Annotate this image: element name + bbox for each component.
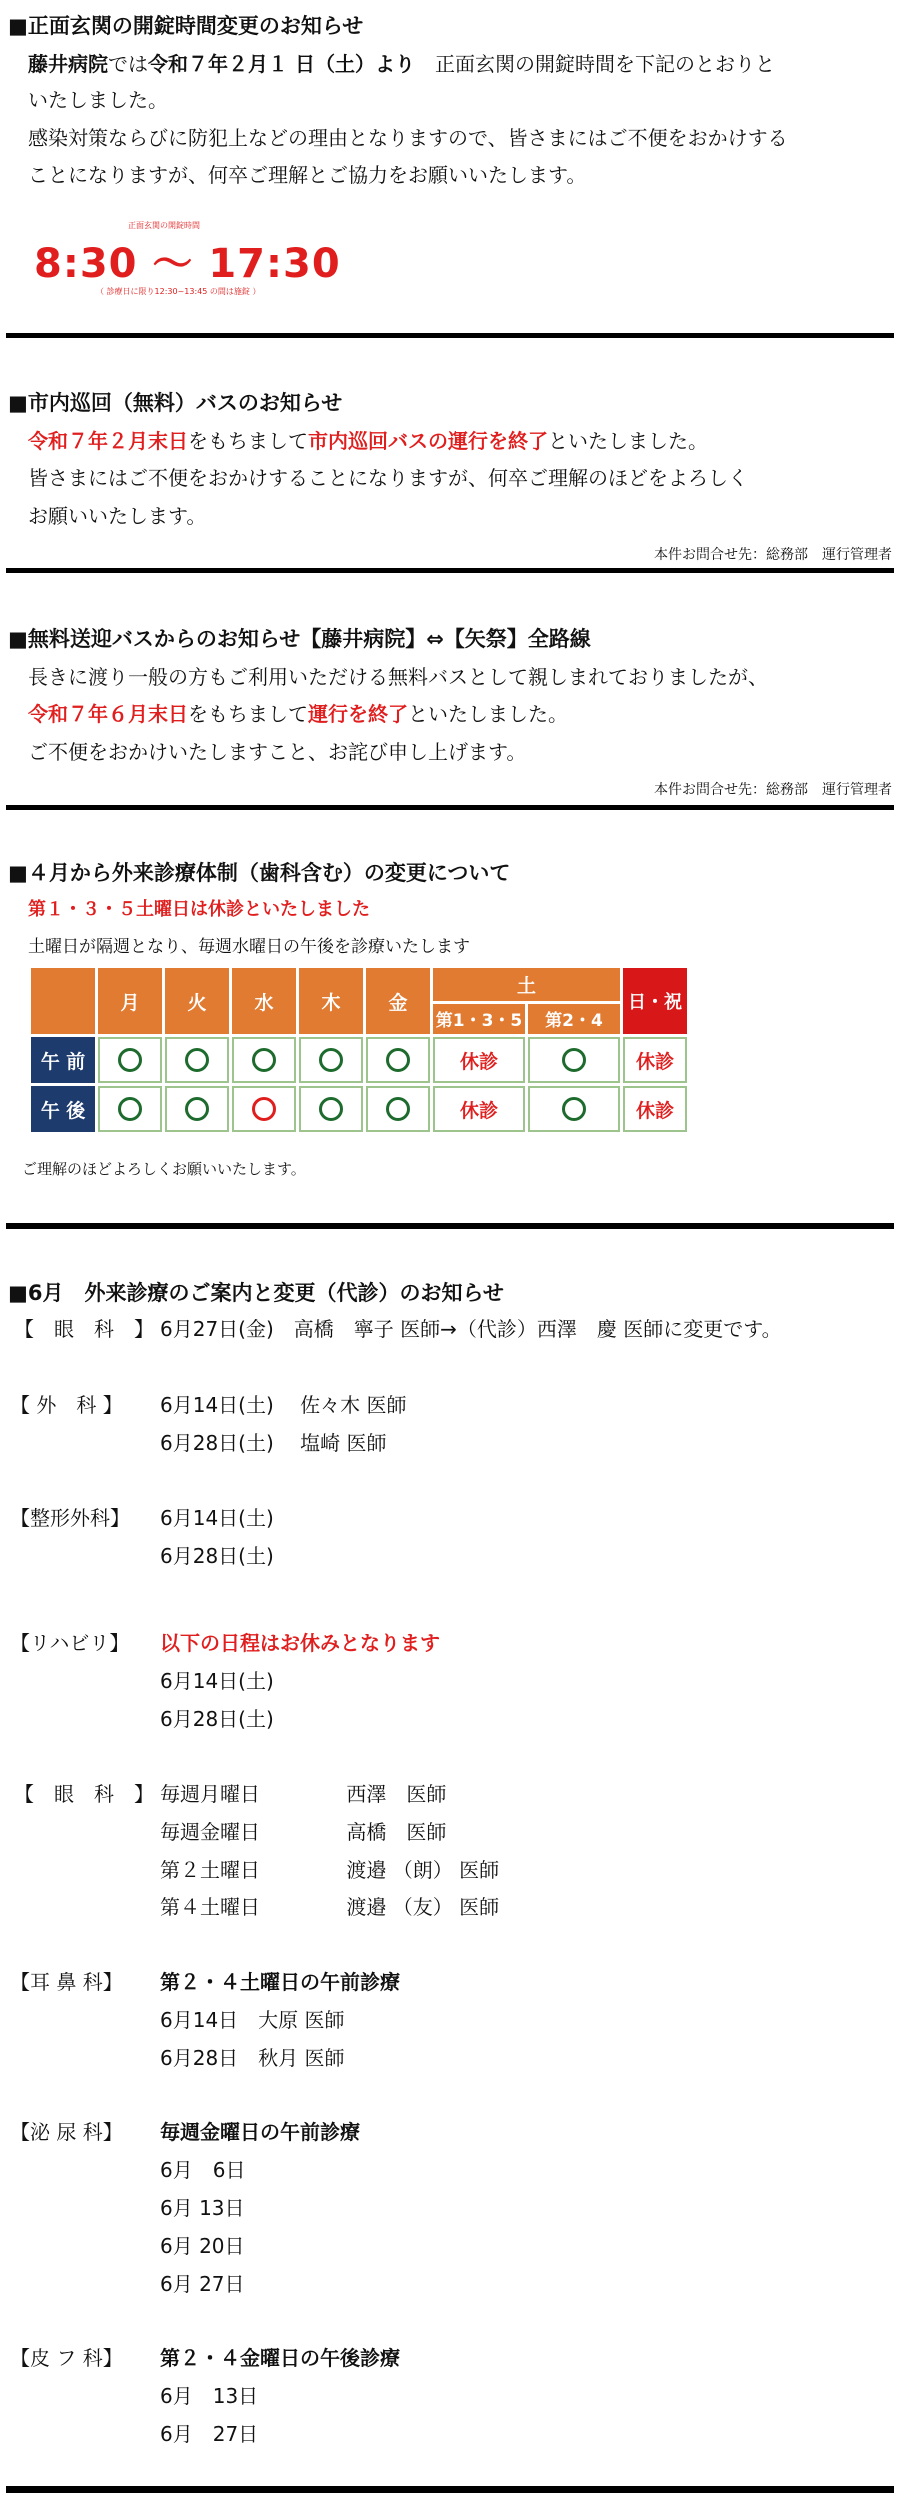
cell-pm-thu [299, 1086, 363, 1132]
shuttle-contact: 本件お問合せ先：総務部 運行管理者 [654, 782, 892, 798]
cell-pm-mon [98, 1086, 162, 1132]
schedule-note: ご理解のほどよろしくお願いいたします。 [22, 1160, 306, 1178]
ophthalmology-change: 6月27日(金) 高橋 寧子 医師→（代診）西澤 慶 医師に変更です。 [160, 1317, 782, 1341]
row-label-am: 午 前 [31, 1037, 95, 1083]
open-circle-icon [185, 1048, 209, 1072]
entrance-date: 令和７年２月１ 日（土）より [148, 52, 415, 76]
cell-pm-wed [232, 1086, 296, 1132]
rehab-date-1: 6月14日(土) [160, 1669, 274, 1693]
hours-time: 8:30 ～ 17:30 [34, 241, 341, 287]
day-fri: 金 [366, 968, 430, 1034]
cell-pm-sun: 休診 [623, 1086, 687, 1132]
entrance-line-4: ことになりますが、何卒ご理解とご協力をお願いいたします。 [28, 163, 587, 187]
rehab-date-2: 6月28日(土) [160, 1707, 274, 1731]
section-title-city-bus: ■市内巡回（無料）バスのお知らせ [8, 391, 343, 415]
open-circle-icon [185, 1097, 209, 1121]
city-bus-line-3: お願いいたします。 [28, 504, 207, 528]
table-corner [31, 968, 95, 1034]
city-bus-line-1: 令和７年２月末日をもちまして市内巡回バスの運行を終了といたしました。 [28, 429, 708, 453]
day-wed: 水 [232, 968, 296, 1034]
entrance-line-1: 藤井病院では令和７年２月１ 日（土）より 正面玄関の開錠時間を下記のとおりと [28, 52, 775, 76]
cell-am-fri [366, 1037, 430, 1083]
divider [6, 568, 894, 573]
new-open-circle-icon [252, 1097, 276, 1121]
ophthalmology-row-4: 第４土曜日 渡邉 （友） 医師 [160, 1895, 500, 1919]
cell-pm-sat135: 休診 [433, 1086, 525, 1132]
orthopedics-date-1: 6月14日(土) [160, 1506, 274, 1530]
schedule-table [28, 965, 690, 1135]
urology-date-4: 6月 27日 [160, 2272, 245, 2296]
dept-label-urology: 【泌 尿 科】 [10, 2120, 123, 2144]
day-tue: 火 [165, 968, 229, 1034]
entrance-line-2: いたしました。 [28, 88, 168, 112]
cell-am-tue [165, 1037, 229, 1083]
shuttle-line-3: ご不便をおかけいたしますこと、お詫び申し上げます。 [28, 740, 527, 764]
sat-2-4: 第2・4 [528, 1004, 620, 1034]
day-sat: 土 [433, 968, 620, 1001]
open-circle-icon [562, 1097, 586, 1121]
hospital-name: 藤井病院 [28, 52, 108, 76]
day-sun-holiday: 日・祝 [623, 968, 687, 1034]
cell-am-wed [232, 1037, 296, 1083]
orthopedics-date-2: 6月28日(土) [160, 1544, 274, 1568]
city-bus-contact: 本件お問合せ先：総務部 運行管理者 [654, 547, 892, 563]
city-bus-line-2: 皆さまにはご不便をおかけすることになりますが、何卒ご理解のほどをよろしく [28, 466, 748, 490]
sat-1-3-5: 第1・3・5 [433, 1004, 525, 1034]
dept-label-orthopedics: 【整形外科】 [10, 1506, 130, 1530]
open-circle-icon [118, 1097, 142, 1121]
divider [6, 1223, 894, 1229]
open-circle-icon [252, 1048, 276, 1072]
shuttle-line-2: 令和７年６月末日をもちまして運行を終了といたしました。 [28, 702, 568, 726]
divider [6, 333, 894, 338]
surgery-date-2: 6月28日(土) 塩崎 医師 [160, 1431, 387, 1455]
entrance-line-3: 感染対策ならびに防犯上などの理由となりますので、皆さまにはご不便をおかけする [28, 126, 788, 150]
cell-am-sat135: 休診 [433, 1037, 525, 1083]
section-title-june-schedule: ■6月 外来診療のご案内と変更（代診）のお知らせ [8, 1281, 504, 1305]
open-circle-icon [562, 1048, 586, 1072]
rehab-closed-notice: 以下の日程はお休みとなります [160, 1631, 440, 1655]
dermatology-heading: 第２・４金曜日の午後診療 [160, 2346, 400, 2370]
dept-label-ent: 【耳 鼻 科】 [10, 1970, 123, 1994]
dermatology-date-1: 6月 13日 [160, 2384, 259, 2408]
cell-am-thu [299, 1037, 363, 1083]
section-title-entrance: ■正面玄関の開錠時間変更のお知らせ [8, 14, 364, 38]
surgery-date-1: 6月14日(土) 佐々木 医師 [160, 1393, 407, 1417]
open-circle-icon [386, 1048, 410, 1072]
dept-label-ophthalmology-2: 【 眼 科 】 [14, 1782, 154, 1806]
cell-pm-tue [165, 1086, 229, 1132]
hours-label: 正面玄関の開錠時間 [128, 221, 200, 230]
urology-date-1: 6月 6日 [160, 2158, 246, 2182]
cell-am-sun: 休診 [623, 1037, 687, 1083]
open-circle-icon [118, 1048, 142, 1072]
open-circle-icon [319, 1097, 343, 1121]
saturday-closed-notice: 第１・３・５土曜日は休診といたしました [28, 899, 370, 920]
dept-label-dermatology: 【皮 フ 科】 [10, 2346, 123, 2370]
open-circle-icon [386, 1097, 410, 1121]
urology-heading: 毎週金曜日の午前診療 [160, 2120, 360, 2144]
cell-pm-sat24 [528, 1086, 620, 1132]
ent-date-1: 6月14日 大原 医師 [160, 2008, 345, 2032]
row-label-pm: 午 後 [31, 1086, 95, 1132]
section-title-outpatient-change: ■４月から外来診療体制（歯科含む）の変更について [8, 861, 511, 885]
dept-label-ophthalmology: 【 眼 科 】 [14, 1317, 154, 1341]
day-mon: 月 [98, 968, 162, 1034]
day-thu: 木 [299, 968, 363, 1034]
shuttle-line-1: 長きに渡り一般の方もご利用いただける無料バスとして親しまれておりましたが、 [28, 665, 768, 689]
open-circle-icon [319, 1048, 343, 1072]
ophthalmology-row-3: 第２土曜日 渡邉 （朗） 医師 [160, 1858, 500, 1882]
dermatology-date-2: 6月 27日 [160, 2422, 259, 2446]
schedule-description: 土曜日が隔週となり、毎週水曜日の午後を診療いたします [28, 937, 470, 957]
urology-date-3: 6月 20日 [160, 2234, 245, 2258]
ophthalmology-row-1: 毎週月曜日 西澤 医師 [160, 1782, 447, 1806]
cell-am-mon [98, 1037, 162, 1083]
cell-am-sat24 [528, 1037, 620, 1083]
ent-heading: 第２・４土曜日の午前診療 [160, 1970, 400, 1994]
divider [6, 2486, 894, 2493]
dept-label-surgery: 【 外 科 】 [10, 1393, 123, 1417]
dept-label-rehab: 【リハビリ】 [10, 1631, 130, 1655]
ent-date-2: 6月28日 秋月 医師 [160, 2046, 345, 2070]
cell-pm-fri [366, 1086, 430, 1132]
urology-date-2: 6月 13日 [160, 2196, 245, 2220]
section-title-shuttle-bus: ■無料送迎バスからのお知らせ【藤井病院】⇔【矢祭】全路線 [8, 627, 591, 651]
hours-note: （ 診療日に限り12:30~13:45 の間は施錠 ） [96, 287, 261, 296]
divider [6, 805, 894, 810]
ophthalmology-row-2: 毎週金曜日 高橋 医師 [160, 1820, 447, 1844]
